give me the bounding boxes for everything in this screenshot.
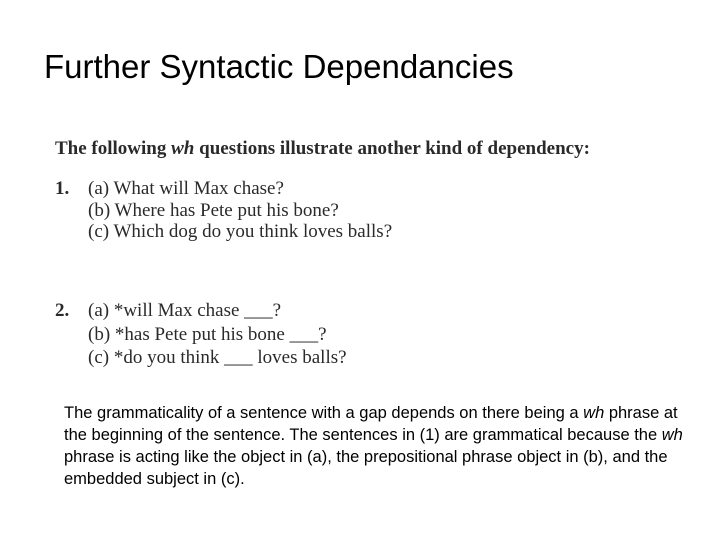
explanation-text-3: phrase is acting like the object in (a), the prepositional phrase object in (b), and the embedded subject in (c).: [64, 448, 668, 488]
list2-number: 2.: [55, 300, 70, 321]
slide-title: Further Syntactic Dependancies: [44, 48, 514, 85]
list2-item-b: (b) *has Pete put his bone ___?: [88, 324, 327, 345]
list1-item-c: (c) Which dog do you think loves balls?: [88, 221, 393, 242]
explanation-text-1: The grammaticality of a sentence with a gap depends on there being a: [64, 404, 584, 422]
list1-item-b: (b) Where has Pete put his bone?: [88, 200, 339, 221]
list1-item-a: (a) What will Max chase?: [88, 178, 284, 199]
explanation-wh-1: wh: [583, 404, 605, 422]
excerpt-intro: [55, 138, 590, 160]
list2-item-a: (a) *will Max chase ___?: [88, 300, 282, 321]
intro-text-after: questions illustrate another kind of dependency:: [194, 138, 590, 159]
intro-wh: wh: [171, 138, 195, 159]
list1-number: 1.: [55, 178, 70, 199]
list2-item-c: (c) *do you think ___ loves balls?: [88, 347, 347, 368]
explanation-text-2: phrase at the beginning of the sentence. The sentences in (1) are grammatical because the: [64, 404, 678, 444]
intro-text-before: The following: [55, 138, 172, 159]
explanation-paragraph: [64, 402, 704, 490]
explanation-wh-2: wh: [661, 426, 683, 444]
